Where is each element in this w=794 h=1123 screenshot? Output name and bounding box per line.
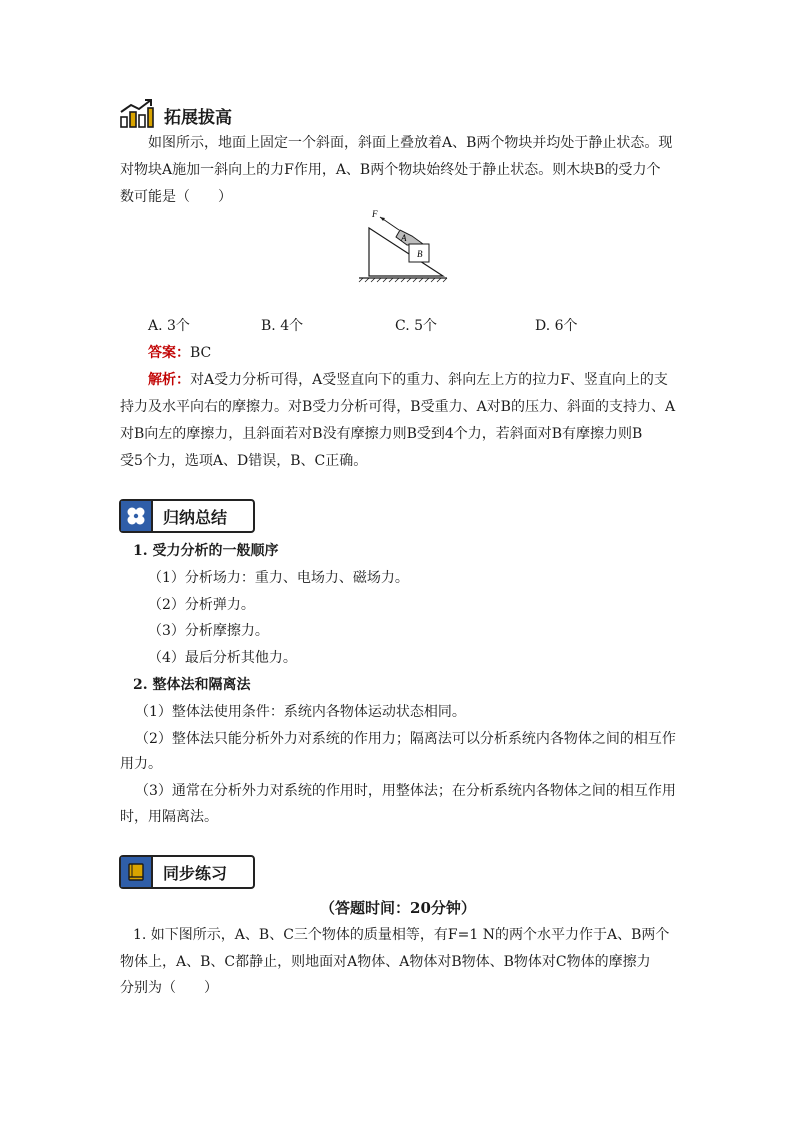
q1-line-2: 物体上，A、B、C都静止，则地面对A物体、A物体对B物体、B物体对C物体的摩擦力 bbox=[120, 954, 651, 970]
analysis-line-3: 对B向左的摩擦力，且斜面若对B没有摩擦力则B受到4个力，若斜面对B有摩擦力则B bbox=[120, 426, 643, 442]
time-note: （答题时间：20分钟） bbox=[320, 899, 476, 917]
summary-line-2-3: 用力。 bbox=[120, 756, 162, 772]
label-B: B bbox=[417, 249, 423, 259]
summary-item-4: （4）最后分析其他力。 bbox=[148, 650, 297, 666]
section-header-summary bbox=[119, 499, 255, 533]
problem-line-2: 对物块A施加一斜向上的力F作用，A、B两个物块始终处于静止状态。则木块B的受力个 bbox=[120, 162, 661, 178]
summary-heading-1: 1. 受力分析的一般顺序 bbox=[133, 543, 279, 559]
growth-chart-icon bbox=[119, 97, 155, 129]
analysis-line-2: 持力及水平向右的摩擦力。对B受力分析可得，B受重力、A对B的压力、斜面的支持力、A bbox=[120, 399, 676, 415]
section-title-practice: 同步练习 bbox=[163, 863, 228, 883]
summary-line-2-2: （2）整体法只能分析外力对系统的作用力；隔离法可以分析系统内各物体之间的相互作 bbox=[135, 731, 676, 747]
section-header-practice bbox=[119, 855, 255, 889]
analysis-label: 解析： bbox=[148, 372, 190, 388]
summary-heading-2: 2. 整体法和隔离法 bbox=[133, 677, 251, 693]
incline-figure bbox=[355, 206, 465, 286]
q1-line-3: 分别为（ ） bbox=[120, 980, 218, 996]
answer-value: BC bbox=[190, 345, 212, 361]
summary-line-2-5: 时，用隔离法。 bbox=[120, 809, 218, 825]
option-c[interactable]: C. 5个 bbox=[395, 318, 438, 334]
problem-line-1: 如图所示，地面上固定一个斜面，斜面上叠放着A、B两个物块并均处于静止状态。现 bbox=[148, 135, 673, 151]
section-title-extend: 拓展拔高 bbox=[164, 108, 232, 128]
summary-line-2-4: （3）通常在分析外力对系统的作用时，用整体法；在分析系统内各物体之间的相互作用 bbox=[135, 783, 676, 799]
flower-icon bbox=[121, 501, 153, 531]
summary-item-3: （3）分析摩擦力。 bbox=[148, 623, 269, 639]
summary-item-1: （1）分析场力：重力、电场力、磁场力。 bbox=[148, 570, 409, 586]
answer-line bbox=[148, 340, 211, 367]
q1-line-1: 1. 如下图所示，A、B、C三个物体的质量相等，有F=1 N的两个水平力作于A、B两个 bbox=[133, 927, 670, 943]
summary-item-2: （2）分析弹力。 bbox=[148, 597, 255, 613]
problem-line-3: 数可能是（ ） bbox=[120, 189, 232, 205]
option-b[interactable]: B. 4个 bbox=[261, 318, 304, 334]
book-icon bbox=[121, 857, 153, 887]
section-title-summary: 归纳总结 bbox=[163, 507, 228, 527]
option-a[interactable]: A. 3个 bbox=[148, 318, 190, 334]
label-A: A bbox=[401, 233, 407, 243]
analysis-line-4: 受5个力，选项A、D错误，B、C正确。 bbox=[120, 453, 368, 469]
option-d[interactable]: D. 6个 bbox=[535, 318, 578, 334]
analysis-text-1: 对A受力分析可得，A受竖直向下的重力、斜向左上方的拉力F、竖直向上的支 bbox=[190, 372, 668, 388]
answer-label: 答案： bbox=[148, 345, 190, 361]
label-F: F bbox=[372, 209, 378, 219]
summary-line-2-1: （1）整体法使用条件：系统内各物体运动状态相同。 bbox=[135, 704, 466, 720]
analysis-line-1 bbox=[148, 367, 668, 394]
